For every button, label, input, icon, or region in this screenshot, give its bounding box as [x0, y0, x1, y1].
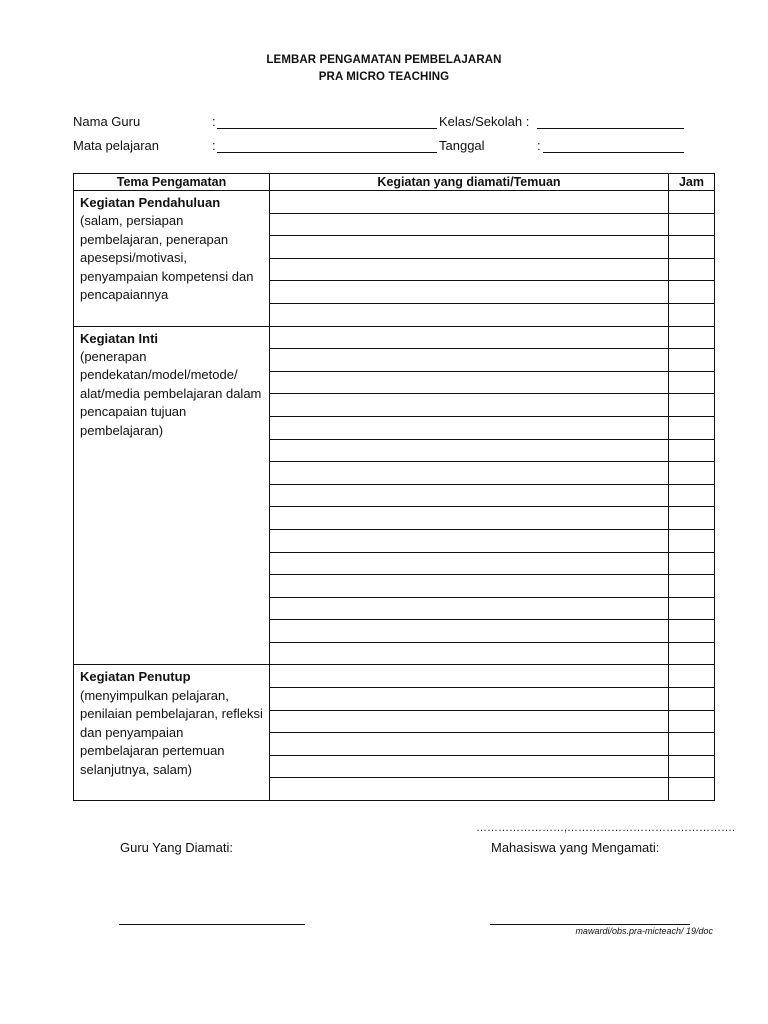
observation-table	[73, 173, 715, 801]
section-inti	[74, 326, 270, 665]
kelas-sekolah-label: Kelas/Sekolah :	[439, 114, 530, 129]
table-row	[74, 326, 715, 349]
finding-cell[interactable]	[270, 484, 669, 507]
nama-guru-field[interactable]	[217, 128, 437, 129]
table-row	[74, 665, 715, 688]
finding-cell[interactable]	[270, 778, 669, 801]
tanggal-colon: :	[537, 138, 541, 153]
finding-cell[interactable]	[270, 213, 669, 236]
finding-cell[interactable]	[270, 439, 669, 462]
finding-cell[interactable]	[270, 281, 669, 304]
jam-cell[interactable]	[669, 575, 715, 598]
table-row	[74, 191, 715, 214]
jam-cell[interactable]	[669, 688, 715, 711]
jam-cell[interactable]	[669, 484, 715, 507]
finding-cell[interactable]	[270, 191, 669, 214]
jam-cell[interactable]	[669, 778, 715, 801]
jam-cell[interactable]	[669, 665, 715, 688]
jam-cell[interactable]	[669, 620, 715, 643]
header-jam: Jam	[669, 174, 715, 191]
jam-cell[interactable]	[669, 439, 715, 462]
jam-cell[interactable]	[669, 191, 715, 214]
jam-cell[interactable]	[669, 394, 715, 417]
finding-cell[interactable]	[270, 349, 669, 372]
finding-cell[interactable]	[270, 552, 669, 575]
guru-signature-line[interactable]	[119, 924, 305, 925]
jam-cell[interactable]	[669, 755, 715, 778]
jam-cell[interactable]	[669, 236, 715, 259]
jam-cell[interactable]	[669, 710, 715, 733]
mata-pelajaran-field[interactable]	[217, 152, 437, 153]
document-code: mawardi/obs.pra-micteach/ 19/doc	[575, 926, 713, 936]
header-kegiatan: Kegiatan yang diamati/Temuan	[270, 174, 669, 191]
jam-cell[interactable]	[669, 462, 715, 485]
guru-diamati-label: Guru Yang Diamati:	[120, 840, 233, 855]
section-title: Kegiatan Inti	[80, 330, 159, 346]
nama-guru-colon: :	[212, 114, 216, 129]
jam-cell[interactable]	[669, 303, 715, 326]
jam-cell[interactable]	[669, 552, 715, 575]
document-subtitle: PRA MICRO TEACHING	[318, 71, 450, 83]
document-title: LEMBAR PENGAMATAN PEMBELAJARAN	[266, 54, 502, 66]
finding-cell[interactable]	[270, 575, 669, 598]
section-title: Kegiatan Penutup	[80, 669, 191, 685]
jam-cell[interactable]	[669, 733, 715, 756]
finding-cell[interactable]	[270, 620, 669, 643]
finding-cell[interactable]	[270, 416, 669, 439]
finding-cell[interactable]	[270, 507, 669, 530]
mahasiswa-signature-line[interactable]	[490, 924, 690, 925]
finding-cell[interactable]	[270, 394, 669, 417]
finding-cell[interactable]	[270, 665, 669, 688]
finding-cell[interactable]	[270, 529, 669, 552]
jam-cell[interactable]	[669, 597, 715, 620]
section-title: Kegiatan Pendahuluan	[80, 195, 221, 210]
section-penutup	[74, 665, 270, 801]
mata-pelajaran-colon: :	[212, 138, 216, 153]
nama-guru-label: Nama Guru	[73, 114, 141, 129]
jam-cell[interactable]	[669, 213, 715, 236]
finding-cell[interactable]	[270, 688, 669, 711]
section-description: (salam, persiapan pembelajaran, penerapan apesepsi/motivasi, penyampaian kompetensi dan pencapaiannya	[80, 213, 254, 303]
finding-cell[interactable]	[270, 303, 669, 326]
finding-cell[interactable]	[270, 371, 669, 394]
finding-cell[interactable]	[270, 462, 669, 485]
jam-cell[interactable]	[669, 507, 715, 530]
section-description: (penerapan pendekatan/model/metode/ alat/media pembelajaran dalam pencapaian tujuan pembelajaran)	[80, 348, 262, 438]
jam-cell[interactable]	[669, 281, 715, 304]
tanggal-field[interactable]	[543, 152, 684, 153]
kelas-sekolah-field[interactable]	[537, 128, 684, 129]
finding-cell[interactable]	[270, 710, 669, 733]
finding-cell[interactable]	[270, 258, 669, 281]
mahasiswa-mengamati-label: Mahasiswa yang Mengamati:	[491, 840, 660, 855]
finding-cell[interactable]	[270, 326, 669, 349]
jam-cell[interactable]	[669, 349, 715, 372]
finding-cell[interactable]	[270, 733, 669, 756]
finding-cell[interactable]	[270, 642, 669, 665]
tanggal-label: Tanggal	[439, 138, 485, 153]
jam-cell[interactable]	[669, 529, 715, 552]
finding-cell[interactable]	[270, 755, 669, 778]
jam-cell[interactable]	[669, 258, 715, 281]
mata-pelajaran-label: Mata pelajaran	[73, 138, 159, 153]
section-description: (menyimpulkan pelajaran, penilaian pembelajaran, refleksi dan penyampaian pembelajaran pertemuan selanjutnya, salam)	[80, 687, 263, 777]
jam-cell[interactable]	[669, 326, 715, 349]
jam-cell[interactable]	[669, 642, 715, 665]
finding-cell[interactable]	[270, 236, 669, 259]
section-pendahuluan	[74, 191, 270, 327]
finding-cell[interactable]	[270, 597, 669, 620]
jam-cell[interactable]	[669, 371, 715, 394]
date-place-placeholder: ……………………,……………………………………….	[476, 822, 736, 834]
header-tema-pengamatan: Tema Pengamatan	[74, 174, 270, 191]
jam-cell[interactable]	[669, 416, 715, 439]
